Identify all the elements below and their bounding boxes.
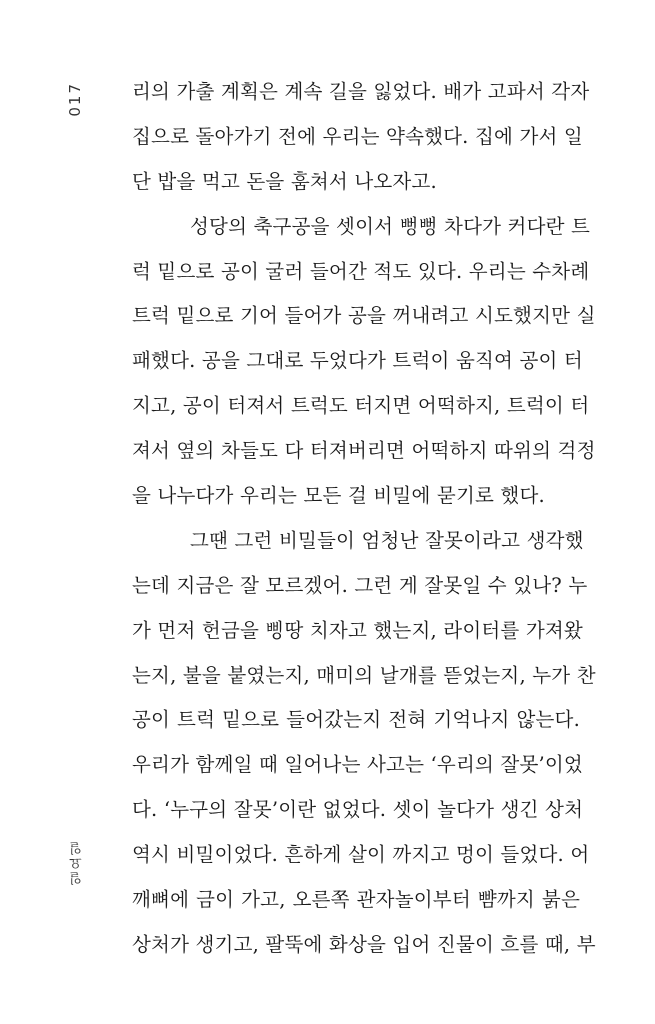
text-line: 져서 옆의 차들도 다 터져버리면 어떡하지 따위의 걱정 xyxy=(132,439,596,463)
text-line: 집으로 돌아가기 전에 우리는 약속했다. 집에 가서 일 xyxy=(132,124,583,148)
text-line: 트럭 밑으로 기어 들어가 공을 꺼내려고 시도했지만 실 xyxy=(132,304,596,328)
text-line: 공이 트럭 밑으로 들어갔는지 전혀 기억나지 않는다. xyxy=(132,708,580,732)
text-line: 럭 밑으로 공이 굴러 들어간 적도 있다. 우리는 수차례 xyxy=(132,259,590,283)
text-line: 그땐 그런 비밀들이 엄청난 잘못이라고 생각했 xyxy=(190,528,584,552)
text-line: 리의 가출 계획은 계속 길을 잃었다. 배가 고파서 각자 xyxy=(132,80,590,103)
text-line: 다. ‘누구의 잘못’이란 없었다. 셋이 놀다가 생긴 상처 xyxy=(132,798,584,822)
text-line: 패했다. 공을 그대로 두었다가 트럭이 움직여 공이 터 xyxy=(132,349,583,373)
text-line: 단 밥을 먹고 돈을 훔쳐서 나오자고. xyxy=(132,169,437,193)
body-text xyxy=(132,76,596,974)
text-line: 우리가 함께일 때 일어나는 사고는 ‘우리의 잘못’이었 xyxy=(132,753,583,777)
text-line: 을 나누다가 우리는 모든 걸 비밀에 묻기로 했다. xyxy=(132,484,545,508)
text-line: 역시 비밀이었다. 흔하게 살이 까지고 멍이 들었다. 어 xyxy=(132,843,590,867)
text-line: 지고, 공이 터져서 트럭도 터지면 어떡하지, 트럭이 터 xyxy=(132,394,590,418)
running-title: 일요일 xyxy=(70,840,85,885)
text-line: 가 먼저 헌금을 삥땅 치자고 했는지, 라이터를 가져왔 xyxy=(132,618,583,642)
text-line: 는지, 불을 붙였는지, 매미의 날개를 뜯었는지, 누가 찬 xyxy=(132,663,596,687)
text-line: 는데 지금은 잘 모르겠어. 그런 게 잘못일 수 있나? 누 xyxy=(132,573,588,597)
text-line: 깨뼈에 금이 가고, 오른쪽 관자놀이부터 뺨까지 붉은 xyxy=(132,888,580,912)
text-line: 상처가 생기고, 팔뚝에 화상을 입어 진물이 흐를 때, 부 xyxy=(132,932,596,956)
text-line: 성당의 축구공을 셋이서 뻥뻥 차다가 커다란 트 xyxy=(190,214,591,238)
page-number: 017 xyxy=(66,82,84,117)
